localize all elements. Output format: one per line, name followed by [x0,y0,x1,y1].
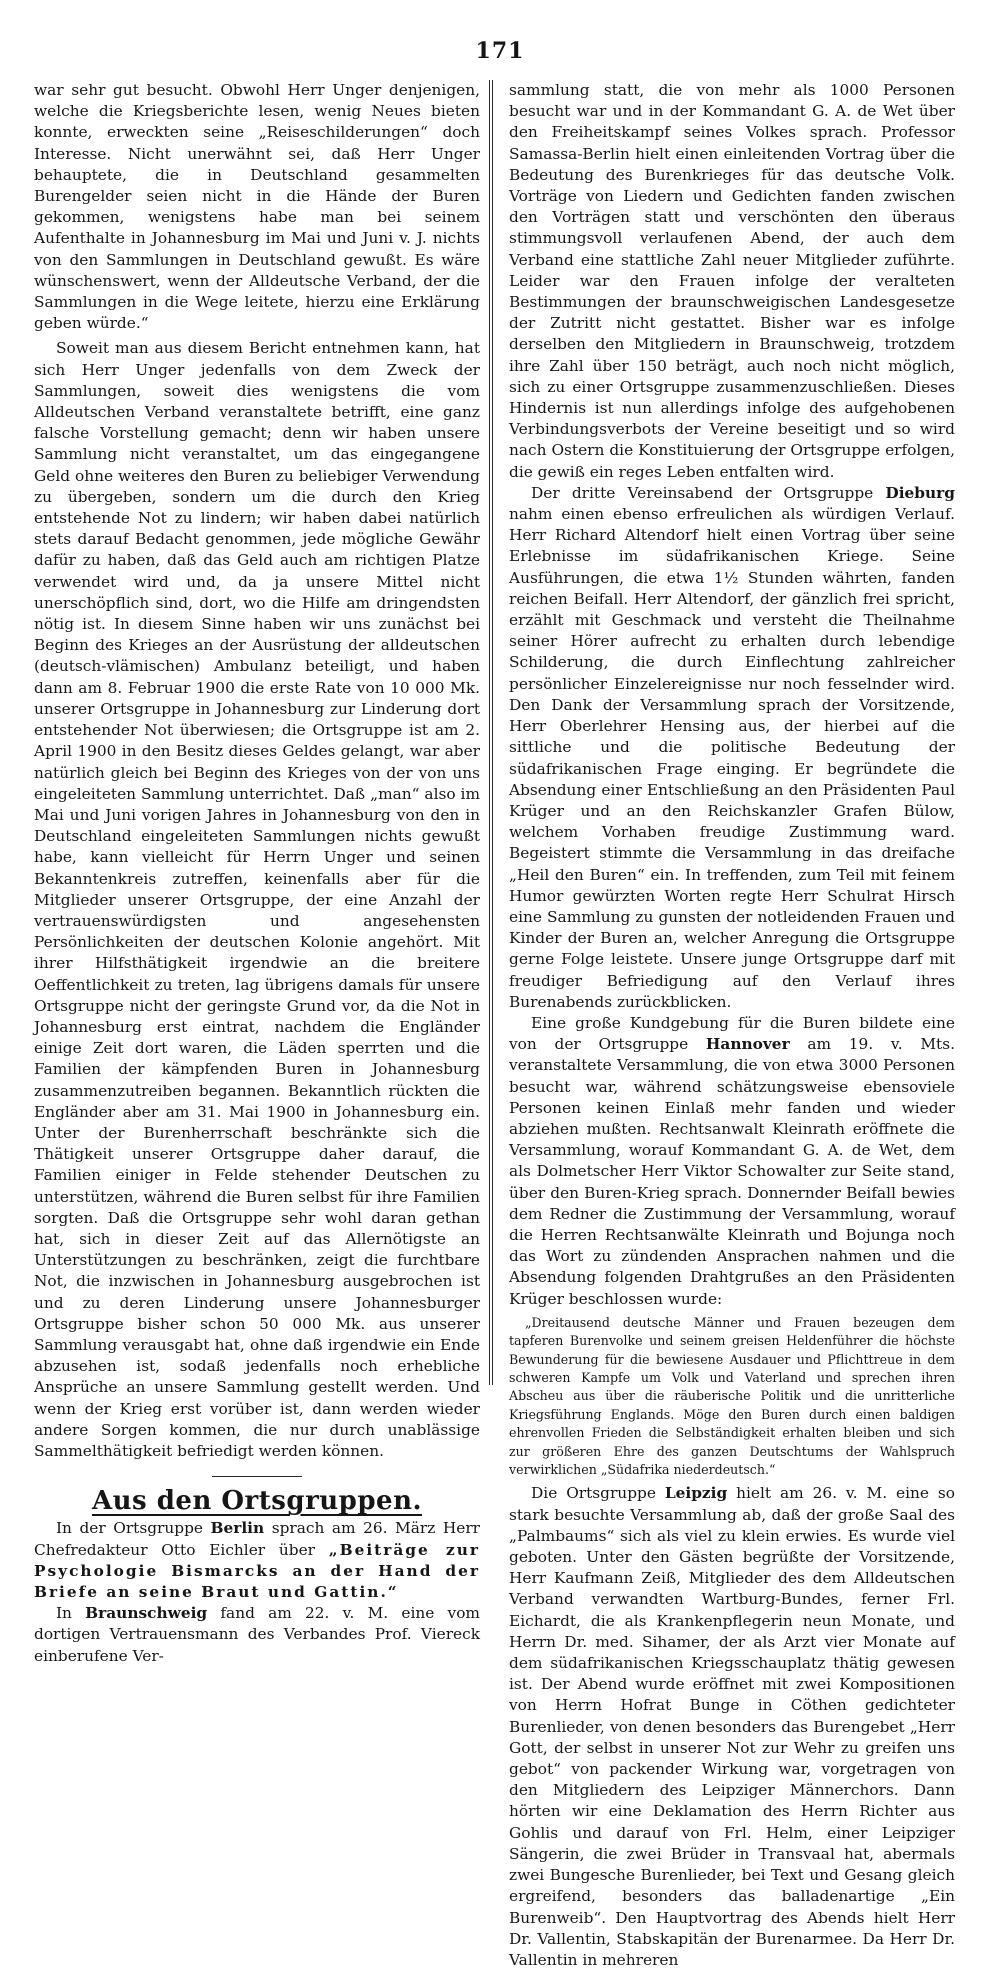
section-rule [212,1476,302,1477]
place-name: Hannover [705,1035,790,1054]
paragraph [509,483,955,1013]
place-name: Leipzig [664,1484,728,1503]
right-column [509,80,955,1971]
place-name: Dieburg [885,483,955,502]
paragraph-lead: In der Ortsgruppe [56,1519,203,1538]
paragraph [34,1603,480,1667]
paragraph-body: sprach am 26. März Herr Chefredakteur Otto Eichler über [34,1519,480,1559]
paragraph-lead: Der dritte Vereinsabend der Ortsgruppe [531,483,874,502]
paragraph-body: fand am 22. v. M. eine vom dortigen Vertrauensmann des Verbandes Prof. Viereck einberufene Ver- [34,1604,480,1665]
paragraph [509,1483,955,1971]
paragraph-body: nahm einen ebenso erfreulichen als würdigen Verlauf. Herr Richard Altendorf hielt einen Vortrag über seine Erlebnisse im südafrikanischen Kriege. Seine Ausführungen, die etwa 1½ Stunden währten, fanden reichen Beifall. Herr Altendorf, der gänzlich frei spricht, erzählt mit Geschmack und versteht die Theilnahme seiner Hörer aufrecht zu erhalten durch lebendige Schilderung, die durch Einflechtung zahlreicher persönlicher Einzelereignisse nur noch fesselnder wird. Den Dank der Versammlung sprach der Vorsitzende, Herr Oberlehrer Hensing aus, der hierbei auf die sittliche und die politische Bedeutung der südafrikanischen Frage einging. Er begründete die Absendung einer Entschließung an den Präsidenten Paul Krüger und an den Reichskanzler Grafen Bülow, welchem Vorhaben freudige Zustimmung ward. Begeistert stimmte die Versammlung in das dreifache „Heil den Buren“ ein. In treffenden, zum Teil mit feinem Humor gewürzten Worten regte Herr Schulrat Hirsch eine Sammlung zu gunsten der notleidenden Frauen und Kinder der Buren an, welcher Anregung die Ortsgruppe gerne Folge leistete. Unsere junge Ortsgruppe darf mit freudiger Befriedigung auf den Verlauf ihres Burenabends zurückblicken. [509,505,955,1011]
paragraph-body: am 19. v. Mts. veranstaltete Versammlung, die von etwa 3000 Personen besucht war, während schätzungsweise ebensoviele Personen keinen Einlaß mehr fanden und wieder abziehen mußten. Rechtsanwalt Kleinrath eröffnete die Versammlung, worauf Kommandant G. A. de Wet, dem als Dolmetscher Herr Viktor Schowalter zur Seite stand, über den Buren-Krieg sprach. Donnernder Beifall bewies dem Redner die Zustimmung der Versammlung, worauf die Herren Rechtsanwälte Kleinrath und Bojunga noch das Wort zu zündenden Ansprachen nahmen und die Absendung folgenden Drahtgrußes an den Präsidenten Krüger beschlossen wurde: [509,1035,955,1308]
section-heading: Aus den Ortsgruppen. [91,1486,423,1517]
paragraph-lead: In [56,1604,72,1623]
place-name: Braunschweig [85,1604,208,1623]
place-name: Berlin [210,1519,265,1538]
left-column [34,80,480,1667]
column-divider [492,80,493,1385]
paragraph-lead: Eine große Kundgebung für die Buren bildete eine von der Ortsgruppe [509,1013,955,1054]
column-divider [489,80,490,1385]
paragraph [34,1518,480,1603]
paragraph-body: hielt am 26. v. M. eine so stark besuchte Versammlung ab, daß der große Saal des „Palmbaums“ sich als viel zu klein erwies. Es wurde viel geboten. Unter den Gästen begrüßte der Vorsitzende, Herr Kaufmann Zeiß, Mitglieder des dem Alldeutschen Verband verwandten Wartburg-Bundes, ferner Frl. Eichardt, die als Krankenpflegerin neun Monate, und Herrn Dr. med. Sihamer, der als Arzt vier Monate auf dem südafrikanischen Kriegsschauplatz thätig gewesen ist. Der Abend wurde eröffnet mit zwei Kompositionen von Herrn Hofrat Bunge in Cöthen gedichteter Burenlieder, von denen besonders das Burengebet „Herr Gott, der selbst in unserer Not zur Wehr zu greifen uns gebot“ von packender Wirkung war, vorgetragen von den Mitgliedern des Leipziger Männerchors. Dann hörten wir eine Deklamation des Herrn Richter aus Gohlis und darauf von Frl. Helm, einer Leipziger Sängerin, die zwei Brüder in Transvaal hat, abermals zwei Bungesche Burenlieder, bei Text und Gesang gleich ergreifend, besonders das balladenartige „Ein Burenweib“. Den Hauptvortrag des Abends hielt Herr Dr. Vallentin, Stabskapitän der Burenarmee. Da Herr Dr. Vallentin in mehreren [509,1484,955,1969]
paragraph [509,1013,955,1310]
telegram-text: „Dreitausend deutsche Männer und Frauen bezeugen dem tapferen Burenvolke und seinem greisen Heldenführer die höchste Bewunderung für die bewiesene Ausdauer und Pflichttreue in dem schweren Kampfe um Volk und Vaterland und sprechen ihren Abscheu aus über die räuberische Politik und die unritterliche Kriegsführung Englands. Möge den Buren durch einen baldigen ehrenvollen Frieden die Selbständigkeit erhalten bleiben und sich zur größeren Ehre des ganzen Deutschtums der Wahlspruch verwirklichen „Südafrika niederdeutsch.“ [509,1314,955,1478]
paragraph: Soweit man aus diesem Bericht entnehmen kann, hat sich Herr Unger jedenfalls von dem Zweck der Sammlungen, soweit dies wenigstens die vom Alldeutschen Verband veranstaltete betrifft, eine ganz falsche Vorstellung gemacht; denn wir haben unsere Sammlung nicht veranstaltet, um das eingegangene Geld ohne weiteres den Buren zu beliebiger Verwendung zu übergeben, sondern um die durch den Krieg entstehende Not zu lindern; wir haben dabei natürlich stets darauf Bedacht genommen, jede mögliche Gewähr dafür zu haben, daß das Geld auch am richtigen Platze verwendet wird und, da ja unsere Mittel nicht unerschöpflich sind, dort, wo die Hilfe am dringendsten nötig ist. In diesem Sinne haben wir uns zunächst bei Beginn des Krieges an der Ausrüstung der alldeutschen (deutsch-vlämischen) Ambulanz beteiligt, und haben dann am 8. Februar 1900 die erste Rate von 10 000 Mk. unserer Ortsgruppe in Johannesburg zur Linderung dort entstehender Not überwiesen; die Ortsgruppe ist am 2. April 1900 in den Besitz dieses Geldes gelangt, war aber natürlich gleich bei Beginn des Krieges von der von uns eingeleiteten Sammlung unterrichtet. Daß „man“ also im Mai und Juni vorigen Jahres in Johannesburg von den in Deutschland eingeleiteten Sammlungen nichts gewußt habe, kann vielleicht für Herrn Unger und seinen Bekanntenkreis zutreffen, keinenfalls aber für die Mitglieder unserer Ortsgruppe, der eine Anzahl der vertrauenswürdigsten und angesehensten Persönlichkeiten der deutschen Kolonie angehört. Mit ihrer Hilfsthätigkeit irgendwie an die breitere Oeffentlichkeit zu treten, lag übrigens damals für unsere Ortsgruppe nicht der geringste Grund vor, da die Not in Johannesburg erst eintrat, nachdem die Engländer einige Zeit dort waren, die Läden sperrten und die Familien der kämpfenden Buren in Johannesburg zusammenzutreiben begannen. Bekanntlich rückten die Engländer aber am 31. Mai 1900 in Johannesburg ein. Unter der Burenherrschaft beschränkte sich die Thätigkeit unserer Ortsgruppe daher darauf, die Familien einiger in Felde stehender Deutschen zu unterstützen, während die Buren selbst für ihre Familien sorgten. Daß die Ortsgruppe sehr wohl daran gethan hat, sich in dieser Zeit auf das Allernötigste an Unterstützungen zu beschränken, zeigt die furchtbare Not, die inzwischen in Johannesburg ausgebrochen ist und zu deren Linderung unsere Johannesburger Ortsgruppe bisher schon 50 000 Mk. aus unserer Sammlung verausgabt hat, ohne daß irgendwie ein Ende abzusehen ist, sodaß jedenfalls noch erhebliche Ansprüche an unsere Sammlung gestellt werden. Und wenn der Krieg erst vorüber ist, dann werden wieder andere Sorgen kommen, die nur durch unablässige Sammelthätigkeit befriedigt werden können. [34,339,480,1460]
paragraph: war sehr gut besucht. Obwohl Herr Unger denjenigen, welche die Kriegsberichte lesen, wenig Neues bieten konnte, erweckten seine „Reiseschilderungen“ doch Interesse. Nicht unerwähnt sei, daß Herr Unger behauptete, die in Deutschland gesammelten Burengelder seien nicht in die Hände der Buren gekommen, wenigstens habe man bei seinem Aufenthalte in Johannesburg im Mai und Juni v. J. nichts von den Sammlungen in Deutschland gewußt. Es wäre wünschenswert, wenn der Alldeutsche Verband, der die Sammlungen in die Wege leitete, hierzu eine Erklärung geben würde.“ [34,81,480,333]
page-number: 171 [475,38,525,64]
paragraph: sammlung statt, die von mehr als 1000 Personen besucht war und in der Kommandant G. A. de Wet über den Freiheitskampf seines Volkes sprach. Professor Samassa-Berlin hielt einen einleitenden Vortrag über die Bedeutung des Burenkrieges für das deutsche Volk. Vorträge von Liedern und Gedichten fanden zwischen den Vorträgen statt und verschönten den überaus stimmungsvoll verlaufenen Abend, der auch dem Verband eine stattliche Zahl neuer Mitglieder zuführte. Leider war den Frauen infolge der veralteten Bestimmungen der braunschweigischen Landesgesetze der Zutritt nicht gestattet. Bisher war es infolge derselben den Mitgliedern in Braunschweig, trotzdem ihre Zahl über 150 beträgt, auch noch nicht möglich, sich zu einer Ortsgruppe zusammenzuschließen. Dieses Hindernis ist nun allerdings infolge des aufgehobenen Verbindungsverbots der Vereine beseitigt und so wird nach Ostern die Konstituierung der Ortsgruppe erfolgen, die gewiß ein reges Leben entfalten wird. [509,81,955,481]
paragraph-lead: Die Ortsgruppe [531,1484,656,1503]
lecture-title: „Beiträge zur Psychologie Bismarcks an der Hand der Briefe an seine Braut und Gattin.“ [34,1540,480,1602]
